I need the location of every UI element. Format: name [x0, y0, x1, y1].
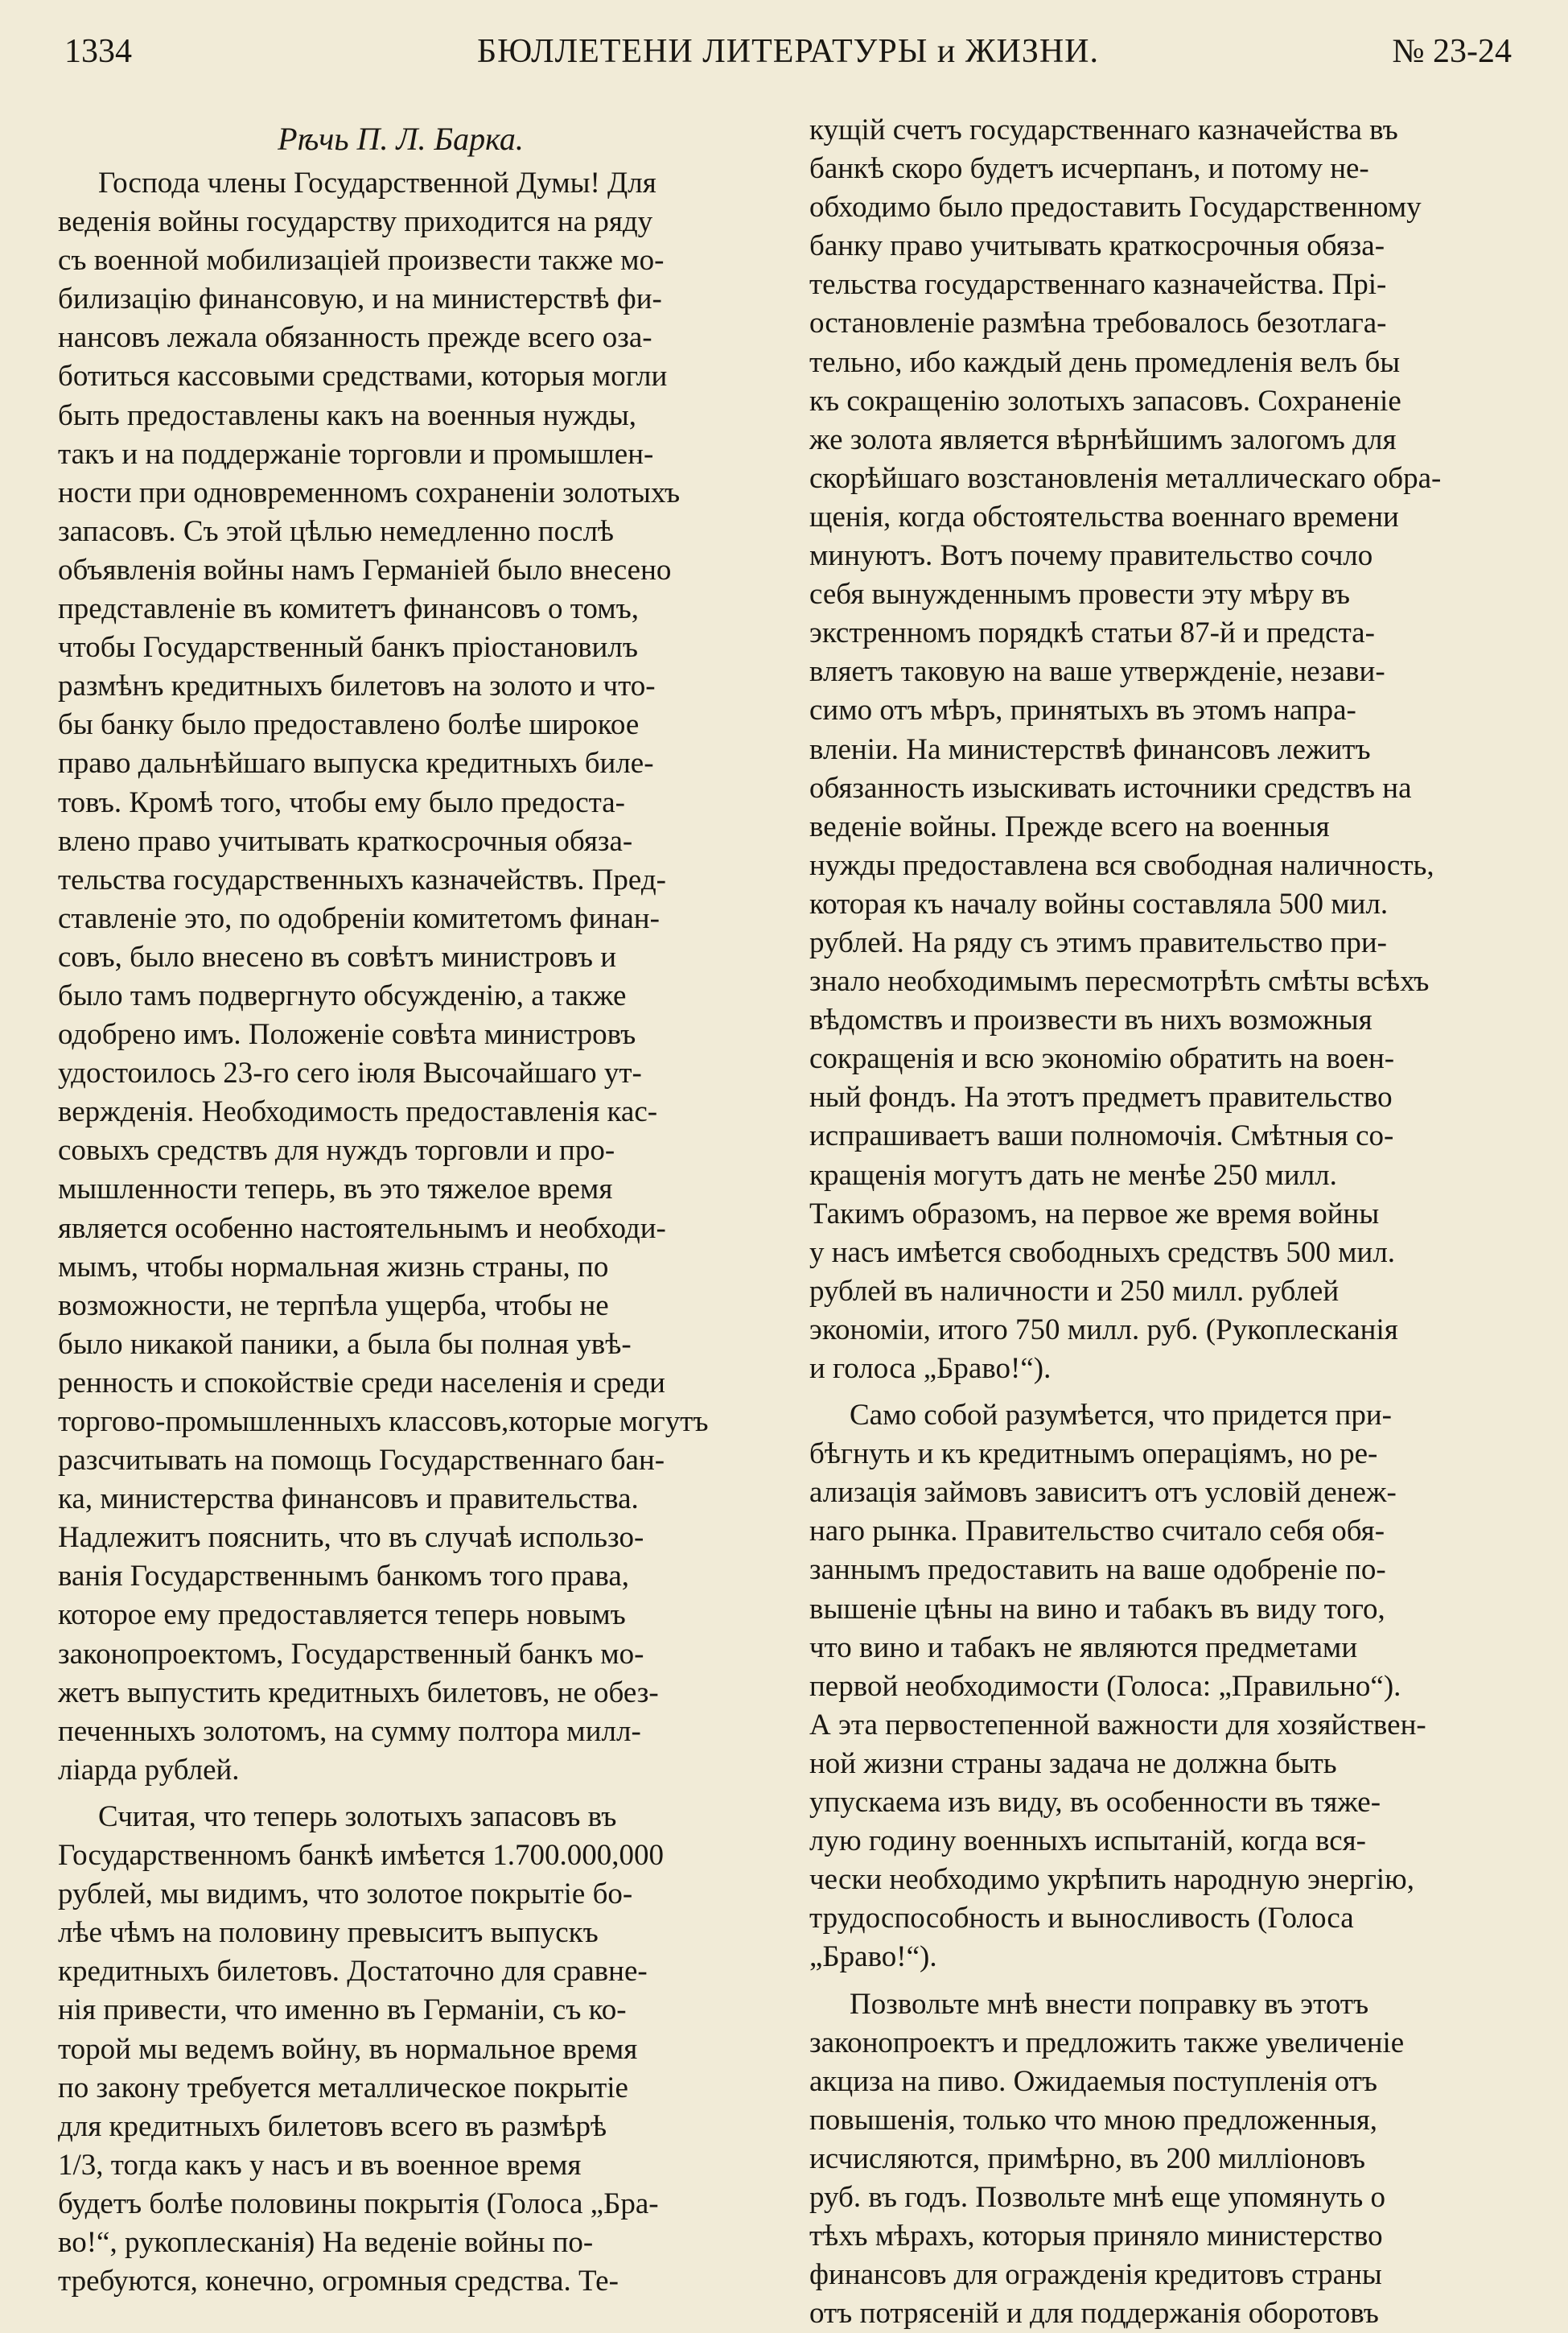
journal-title: БЮЛЛЕТЕНИ ЛИТЕРАТУРЫ и ЖИЗНИ.	[476, 33, 1100, 70]
right-column-text-line: щенія, когда обстоятельства военнаго времени	[809, 500, 1399, 534]
right-column-text-line: чески необходимо укрѣпить народную энергію,	[809, 1863, 1414, 1897]
left-column-text-line: билизацію финансовую, и на министерствѣ фи-	[58, 282, 662, 316]
left-column-text-line: тельства государственныхъ казначействъ. Пред-	[58, 863, 667, 897]
right-column-text-line: А эта первостепенной важности для хозяйствен-	[809, 1708, 1426, 1742]
left-column-text-line: съ военной мобилизаціей произвести также мо-	[58, 244, 665, 278]
right-column-text-line: нужды предоставлена вся свободная наличность,	[809, 848, 1434, 882]
left-column-text-line: возможности, не терпѣла ущерба, чтобы не	[58, 1288, 609, 1322]
right-column-text-line: которая къ началу войны составляла 500 мил.	[809, 887, 1389, 921]
paragraph-gap	[809, 1977, 1503, 1985]
paragraph-gap	[58, 1790, 743, 1798]
right-column-text-line: вышеніе цѣны на вино и табакъ въ виду того,	[809, 1592, 1385, 1626]
right-column-text-line: остановленіе размѣна требовалось безотлага-	[809, 307, 1387, 340]
right-column-text-line: Позвольте мнѣ внести поправку въ этотъ	[850, 1987, 1369, 2021]
right-column-text-line: кращенія могутъ дать не менѣе 250 милл.	[809, 1158, 1337, 1192]
running-header	[64, 32, 1512, 80]
right-column-text-line: вленіи. На министерствѣ финансовъ лежитъ	[809, 732, 1371, 766]
right-column-text-line: первой необходимости (Голоса: „Правильно“).	[809, 1669, 1401, 1703]
page-number: 1334	[64, 33, 132, 70]
left-column-text-line: право дальнѣйшаго выпуска кредитныхъ биле-	[58, 747, 654, 781]
left-column-text-line: было тамъ подвергнуто обсужденію, а также	[58, 979, 627, 1012]
left-column-text-line: размѣнъ кредитныхъ билетовъ на золото и что-	[58, 670, 656, 703]
left-column-text-line: одобрено имъ. Положеніе совѣта министровъ	[58, 1018, 636, 1052]
right-column-text-line: ной жизни страны задача не должна быть	[809, 1746, 1337, 1780]
right-column-text-line: вѣдомствъ и произвести въ нихъ возможныя	[809, 1004, 1373, 1037]
left-column-text-line: торой мы ведемъ войну, въ нормальное время	[58, 2032, 638, 2066]
paragraph-gap	[809, 1388, 1503, 1396]
right-column-text-line: повышенія, только что мною предложенныя,	[809, 2103, 1377, 2137]
left-column-text-line: ности при одновременномъ сохраненіи золотыхъ	[58, 476, 681, 509]
article-title: Рѣчь П. Л. Барка.	[278, 121, 524, 157]
right-column-text-line: финансовъ для огражденія кредитовъ страны	[809, 2258, 1382, 2292]
left-column-text-line: Государственномъ банкѣ имѣется 1.700.000,000	[58, 1839, 665, 1873]
left-column-text-line: ставленіе это, по одобреніи комитетомъ финан-	[58, 901, 660, 935]
left-column-text-line: нансовъ лежала обязанность прежде всего оза-	[58, 321, 652, 355]
left-column-text-line: быть предоставлены какъ на военныя нужды,	[58, 398, 637, 432]
right-column-text-line: заннымъ предоставить на ваше одобреніе по-	[809, 1553, 1386, 1587]
left-column-text-line: торгово-промышленныхъ классовъ,которые могутъ	[58, 1405, 709, 1438]
left-column-text-line: товъ. Кромѣ того, чтобы ему было предоста-	[58, 785, 626, 819]
right-column-text-line: отъ потрясеній и для поддержанія оборотовъ	[809, 2297, 1379, 2331]
right-column-text-line: что вино и табакъ не являются предметами	[809, 1630, 1358, 1664]
left-column-text-line: которое ему предоставляется теперь новымъ	[58, 1598, 626, 1632]
right-column-text-line: ный фондъ. На этотъ предметъ правительство	[809, 1081, 1393, 1115]
right-column-text-line: рублей въ наличности и 250 милл. рублей	[809, 1274, 1340, 1308]
left-column-text-line: для кредитныхъ билетовъ всего въ размѣрѣ	[58, 2109, 607, 2143]
left-column-text-line: ка, министерства финансовъ и правительства.	[58, 1482, 639, 1516]
right-column-text-line: веденіе войны. Прежде всего на военныя	[809, 810, 1330, 843]
right-column-text-line: у насъ имѣется свободныхъ средствъ 500 мил.	[809, 1235, 1396, 1269]
right-column-text-line: законопроектъ и предложить также увеличеніе	[809, 2026, 1405, 2059]
right-column-text-line: бѣгнуть и къ кредитнымъ операціямъ, но ре-	[809, 1437, 1378, 1471]
right-column-text-line: обходимо было предоставить Государственному	[809, 191, 1422, 225]
right-column-text-line: лую годину военныхъ испытаній, когда вся-	[809, 1824, 1366, 1858]
right-column-text-line: сокращенія и всю экономію обратить на воен-	[809, 1042, 1395, 1076]
left-column-text-line: было никакой паники, а была бы полная увѣ-	[58, 1327, 632, 1361]
right-column-text-line: исчисляются, примѣрно, въ 200 милліоновъ	[809, 2141, 1366, 2175]
left-column-text-line: вержденія. Необходимость предоставленія кас-	[58, 1095, 658, 1129]
right-column-text-line: и голоса „Браво!“).	[809, 1352, 1052, 1385]
left-column-text-line: лѣе чѣмъ на половину превыситъ выпускъ	[58, 1916, 599, 1950]
left-column-text-line: ванія Государственнымъ банкомъ того права,	[58, 1560, 629, 1593]
left-column-text-line: чтобы Государственный банкъ пріостановилъ	[58, 631, 638, 665]
left-column-text-line: ботиться кассовыми средствами, которыя могли	[58, 360, 668, 394]
right-column-text-line: знало необходимымъ пересмотрѣть смѣты всѣхъ	[809, 965, 1430, 999]
left-column-text-line: кредитныхъ билетовъ. Достаточно для сравне-	[58, 1955, 648, 1989]
left-column-text-line: веденія войны государству приходится на ряду	[58, 205, 653, 239]
right-column-text-line: „Браво!“).	[809, 1940, 937, 1974]
left-column-text-line: требуются, конечно, огромныя средства. Те-	[58, 2265, 619, 2298]
left-column-text-line: представленіе въ комитетъ финансовъ о томъ,	[58, 592, 640, 626]
right-column-text-line: экономіи, итого 750 милл. руб. (Рукоплесканія	[809, 1313, 1398, 1346]
left-column-text-line: будетъ болѣе половины покрытія (Голоса „Бра-	[58, 2187, 659, 2220]
left-column-text-line: мышленности теперь, въ это тяжелое время	[58, 1173, 613, 1206]
left-column-text-line: рублей, мы видимъ, что золотое покрытіе бо-	[58, 1878, 633, 1911]
right-column-text-line: Такимъ образомъ, на первое же время войны	[809, 1197, 1380, 1230]
left-column-text-line: Считая, что теперь золотыхъ запасовъ въ	[98, 1799, 617, 1833]
left-column-text-line: мымъ, чтобы нормальная жизнь страны, по	[58, 1250, 609, 1284]
left-column-text-line: жетъ выпустить кредитныхъ билетовъ, не обез-	[58, 1676, 659, 1709]
left-column-text-line: совъ, было внесено въ совѣтъ министровъ и	[58, 940, 617, 974]
left-column-text-line: нія привести, что именно въ Германіи, съ ко-	[58, 1993, 627, 2027]
right-column-text-line: наго рынка. Правительство считало себя обя-	[809, 1515, 1385, 1548]
left-column-text-line: бы банку было предоставлено болѣе широкое	[58, 708, 640, 742]
left-column-text-line: разсчитывать на помощь Государственнаго бан-	[58, 1444, 665, 1478]
left-column-text-line: удостоилось 23-го сего іюля Высочайшаго ут-	[58, 1057, 642, 1090]
left-column-text-line: такъ и на поддержаніе торговли и промышлен-	[58, 437, 654, 471]
right-column-text-line: банку право учитывать краткосрочныя обяза-	[809, 229, 1385, 263]
right-column-text-line: руб. въ годъ. Позвольте мнѣ еще упомянуть о	[809, 2180, 1386, 2214]
left-column-text-line: объявленія войны намъ Германіей было внесено	[58, 553, 672, 587]
left-column-text-line: 1/3, тогда какъ у насъ и въ военное время	[58, 2148, 582, 2182]
left-column-text-line: запасовъ. Съ этой цѣлью немедленно послѣ	[58, 514, 615, 548]
left-column-text-line: законопроектомъ, Государственный банкъ мо-	[58, 1637, 644, 1671]
right-column-text-line: экстренномъ порядкѣ статьи 87-й и предста-	[809, 616, 1375, 650]
right-column-text-line: обязанность изыскивать источники средствъ на	[809, 771, 1412, 805]
right-column-text-line: себя вынужденнымъ провести эту мѣру въ	[809, 578, 1350, 612]
right-column-text-line: вляетъ таковую на ваше утвержденіе, незави-	[809, 655, 1385, 689]
issue-number: № 23-24	[1392, 33, 1512, 70]
right-column-text-line: тельно, ибо каждый день промедленія велъ бы	[809, 345, 1401, 379]
right-column-text-line: испрашиваетъ ваши полномочія. Смѣтныя со-	[809, 1119, 1394, 1153]
right-column-text-line: упускаема изъ виду, въ особенности въ тяже-	[809, 1786, 1381, 1820]
right-column-text-line: Само собой разумѣется, что придется при-	[850, 1399, 1392, 1432]
left-column-text-line: Надлежитъ пояснить, что въ случаѣ использо-	[58, 1521, 644, 1555]
right-column-text-line: симо отъ мѣръ, принятыхъ въ этомъ напра-	[809, 694, 1356, 728]
right-column-text-line: тѣхъ мѣрахъ, которыя приняло министерство	[809, 2220, 1383, 2253]
right-column-text-line: тельства государственнаго казначейства. Прі-	[809, 268, 1387, 302]
right-column-text-line: ализація займовъ зависитъ отъ условій денеж-	[809, 1476, 1397, 1510]
left-column-text-line: ренность и спокойствіе среди населенія и среди	[58, 1366, 665, 1399]
left-column-text-line: Господа члены Государственной Думы! Для	[98, 167, 656, 200]
left-column-text-line: является особенно настоятельнымъ и необходи-	[58, 1211, 666, 1245]
left-column-text-line: во!“, рукоплесканія) На веденіе войны по-	[58, 2225, 594, 2259]
left-column-text-line: ліарда рублей.	[58, 1753, 240, 1787]
right-column-text-line: къ сокращенію золотыхъ запасовъ. Сохраненіе	[809, 384, 1401, 418]
right-column-text-line: банкѣ скоро будетъ исчерпанъ, и потому не-	[809, 152, 1369, 186]
left-column-text-line: печенныхъ золотомъ, на сумму полтора милл-	[58, 1714, 641, 1748]
right-column-text-line: же золота является вѣрнѣйшимъ залогомъ для	[809, 422, 1397, 456]
right-column-text-line: кущій счетъ государственнаго казначейства въ	[809, 113, 1398, 146]
left-column-text-line: совыхъ средствъ для нуждъ торговли и про-	[58, 1134, 615, 1168]
right-column-text-line: рублей. На ряду съ этимъ правительство при-	[809, 925, 1387, 959]
left-column	[58, 114, 743, 2301]
right-column-text-line: акциза на пиво. Ожидаемыя поступленія отъ	[809, 2064, 1378, 2098]
left-column-text-line: по закону требуется металлическое покрытіе	[58, 2071, 628, 2104]
right-column-text-line: скорѣйшаго возстановленія металлическаго обра-	[809, 461, 1442, 495]
right-column	[809, 111, 1503, 2333]
right-column-text-line: трудоспособность и выносливость (Голоса	[809, 1902, 1354, 1935]
right-column-text-line: минуютъ. Вотъ почему правительство сочло	[809, 539, 1373, 573]
left-column-text-line: влено право учитывать краткосрочныя обяза-	[58, 824, 633, 858]
